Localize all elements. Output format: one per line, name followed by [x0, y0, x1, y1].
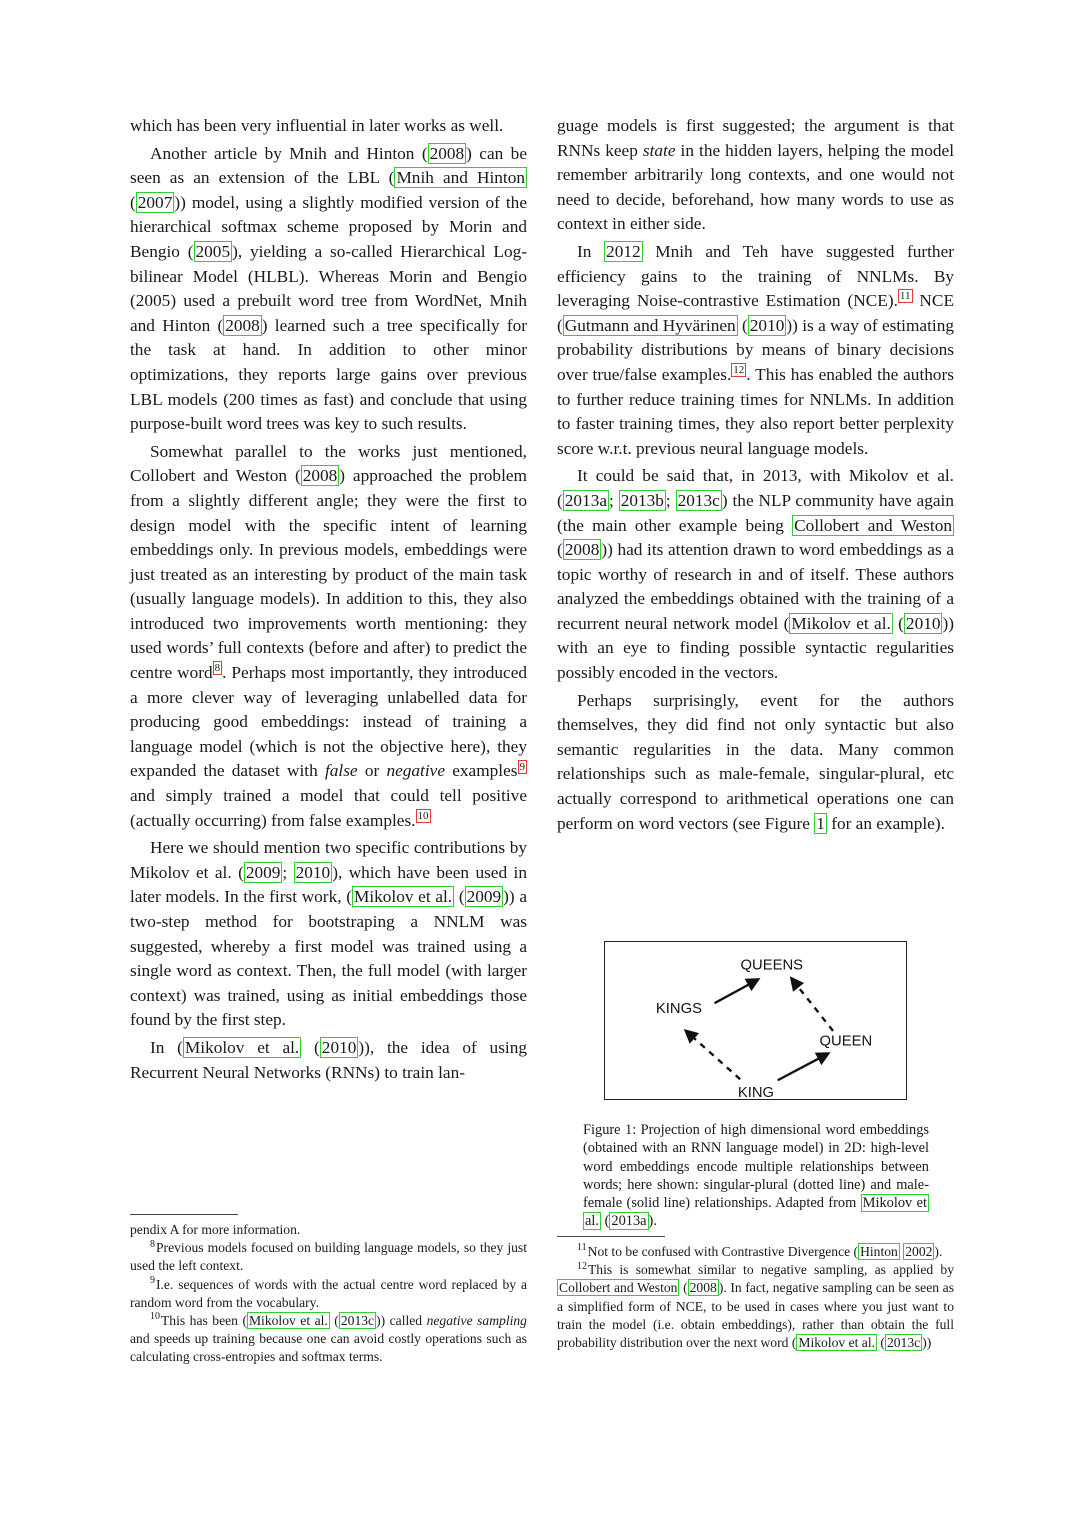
citation-link[interactable]: 2008: [564, 540, 600, 560]
citation-link[interactable]: Collobert and Weston: [559, 1280, 678, 1296]
figure-1-diagram: [604, 941, 907, 1100]
citation-link[interactable]: Mikolov et al.: [248, 1313, 328, 1329]
footnote-9: $^9$I.e. sequences of words with the actual centre word replaced by a random word from the vocabulary.: [130, 1275, 527, 1310]
right-column: [557, 114, 954, 836]
arrow-kings-to-queens: [715, 980, 758, 1004]
citation-link[interactable]: 2008: [429, 143, 465, 163]
paragraph: which has been very influential in later works as well.: [130, 116, 504, 135]
label-queens: QUEENS: [740, 957, 804, 974]
footnote-rule: [130, 1214, 238, 1215]
footnote-link[interactable]: 9: [519, 760, 525, 773]
paragraph: In 2012 Mnih and Teh have suggested further efficiency gains to the training of NNLMs. By leveraging Noise-contrastive Estimation (NCE). $^{11}$ NCE ( Gutmann and Hyvärinen ( 2010 )) is a way of estimating probability distributions by means of binary decisions over true/false examples. $^{12}$ . This has enabled the authors to further reduce training times for NNLMs. In addition to faster training times, they also report better perplexity score w.r.t. previous neural language models.: [557, 241, 955, 458]
citation-link[interactable]: Mikolov et al.: [585, 1195, 927, 1230]
citation-link[interactable]: 2010: [905, 613, 941, 633]
footnote-rule: [557, 1236, 665, 1237]
citation-link[interactable]: 2013a: [611, 1213, 647, 1230]
paragraph: Perhaps surprisingly, event for the authors themselves, they did find not only syntactic but also semantic regularities in the data. Many common relationships such as male-female, singular-plural, etc actually correspond to arithmetical operations one can perform on word vectors (see Figure 1 for an example).: [557, 690, 954, 833]
footnote-12: $^{12}$This is somewhat similar to negative sampling, as applied by Collobert and Weston ( 2008 ). In fact, negative sampling can be seen as a simplified form of NCE, to be used in cases where you just want to train the model (i.e. obtain embeddings), rather than obtain the full probability distribution over the next word ( Mikolov et al. ( 2013c )): [557, 1260, 954, 1351]
paragraph: In ( Mikolov et al. ( 2010 )), the idea of using Recurrent Neural Networks (RNNs) to train lan-: [130, 1037, 527, 1082]
citation-link[interactable]: Gutmann and Hyvärinen: [564, 315, 736, 335]
word-vector-diagram: [605, 942, 906, 1099]
paragraph: It could be said that, in 2013, with Mikolov et al. ( 2013a ; 2013b ; 2013c ) the NLP community have again (the main other example being Collobert and Weston ( 2008 )) had its attention drawn to word embeddings as a topic worthy of research in and of itself. These authors analyzed the embeddings obtained with the training of a recurrent neural network model ( Mikolov et al. ( 2010 )) with an eye to finding possible syntactic regularities possibly encoded in the vectors.: [557, 466, 954, 683]
citation-link[interactable]: 2002: [905, 1244, 933, 1259]
citation-link[interactable]: 2010: [321, 1037, 357, 1057]
citation-link[interactable]: Mikolov et al.: [791, 613, 891, 633]
citation-link[interactable]: 2005: [195, 241, 231, 261]
citation-link[interactable]: Mnih and Hinton: [396, 168, 525, 188]
arrow-king-to-queen: [778, 1054, 828, 1081]
label-kings: KINGS: [655, 1001, 702, 1018]
footnote-10: $^{10}$This has been ( Mikolov et al. ( 2013c )) called negative sampling and speeds up training because one can avoid costly operations such as calculating cross-entropies and softmax terms.: [130, 1311, 527, 1365]
citation-link[interactable]: 2010: [749, 315, 785, 335]
citation-link[interactable]: Mikolov et al.: [353, 887, 453, 907]
footnote-11: $^{11}$Not to be confused with Contrastive Divergence ( Hinton 2002 ).: [577, 1242, 943, 1259]
citation-link[interactable]: 2007: [137, 192, 173, 212]
citation-link[interactable]: 2010: [295, 862, 331, 882]
citation-link[interactable]: 2008: [689, 1280, 717, 1296]
citation-link[interactable]: 2012: [606, 241, 641, 261]
paragraph: Here we should mention two specific contributions by Mikolov et al. ( 2009 ; 2010 ), which have been used in later models. In the first work, ( Mikolov et al. ( 2009 )) a two-step method for bootstraping a NNLM was suggested, whereby a first model was trained using a single word as context. Then, the full model (with larger context) was trained, using as initial embeddings those found by the first step.: [130, 838, 528, 1030]
citation-link[interactable]: Hinton: [860, 1244, 898, 1259]
citation-link[interactable]: 2008: [302, 466, 338, 486]
footnote-link[interactable]: 8: [214, 662, 221, 675]
paragraph: guage models is first suggested; the argument is that RNNs keep state in the hidden layers, helping the model remember arbitrarily long contexts, and one would not need to decide, beforehand, how many words to use as context in either side.: [557, 116, 954, 234]
arrow-queen-to-queens: [792, 979, 833, 1031]
citation-link[interactable]: 2013a: [564, 490, 607, 510]
citation-link[interactable]: Mikolov et al.: [184, 1037, 300, 1057]
footnote-link[interactable]: 10: [417, 809, 429, 822]
left-column: [130, 114, 527, 1085]
footnote-link[interactable]: 11: [899, 290, 911, 303]
citation-link[interactable]: Mikolov et al.: [798, 1335, 876, 1351]
label-queen: QUEEN: [819, 1033, 873, 1050]
figure-caption: Figure 1: Projection of high dimensional word embeddings (obtained with an RNN language model) in 2D: high-level word embeddings encode multiple relationships between words; here shown: singular-plural (dotted line) and male-female (solid line) relationships. Adapted from Mikolov et al. ( 2013a ).: [583, 1122, 929, 1230]
citation-link[interactable]: 2013c: [677, 490, 720, 510]
right-footnotes: [557, 1236, 954, 1352]
paragraph: Another article by Mnih and Hinton ( 2008 ) can be seen as an extension of the LBL ( Mnih and Hinton ( 2007 )) model, using a slightly modified version of the hierarchical softmax scheme proposed by Morin and Bengio ( 2005 ), yielding a so-called Hierarchical Log-bilinear Model (HLBL). Whereas Morin and Bengio (2005) used a prebuilt word tree from WordNet, Mnih and Hinton ( 2008 ) learned such a tree specifically for the task at hand. In addition to other minor optimizations, they reports large gains over previous LBL models (200 times as fast) and conclude that using purpose-built word trees was key to such results.: [130, 143, 527, 434]
footnote: pendix A for more information.: [130, 1222, 301, 1237]
arrow-king-to-kings: [686, 1031, 740, 1079]
citation-link[interactable]: 2013c: [886, 1335, 921, 1351]
citation-link[interactable]: 2008: [225, 315, 260, 335]
citation-link[interactable]: Collobert and Weston: [794, 515, 952, 535]
label-king: KING: [737, 1085, 775, 1099]
paragraph: Somewhat parallel to the works just mentioned, Collobert and Weston ( 2008 ) approached the problem from a slightly different angle; they were the first to design model with the specific intent of learning embeddings only. In previous models, embeddings were just treated as an interesting by product of the main task (usually language models). In addition to this, they also introduced two improvements worth mentioning: they used words’ full contexts (before and after) to predict the centre word $^8$ . Perhaps most importantly, they introduced a more clever way of leveraging unlabelled data for producing good embeddings: instead of training a language model (which is not the objective here), they expanded the dataset with false or negative examples $^9$ and simply trained a model that could tell positive (actually occurring) from false examples. $^{10}$: [130, 441, 528, 830]
citation-link[interactable]: 2013b: [620, 490, 664, 510]
footnote-link[interactable]: 12: [733, 364, 745, 377]
citation-link[interactable]: 2013c: [340, 1313, 375, 1329]
citation-link[interactable]: 2009: [245, 862, 281, 882]
footnote-8: $^8$Previous models focused on building language models, so they just used the left context.: [130, 1238, 527, 1274]
left-footnotes: [130, 1214, 527, 1367]
figure-reference-link[interactable]: 1: [816, 813, 825, 833]
citation-link[interactable]: 2009: [466, 887, 502, 907]
